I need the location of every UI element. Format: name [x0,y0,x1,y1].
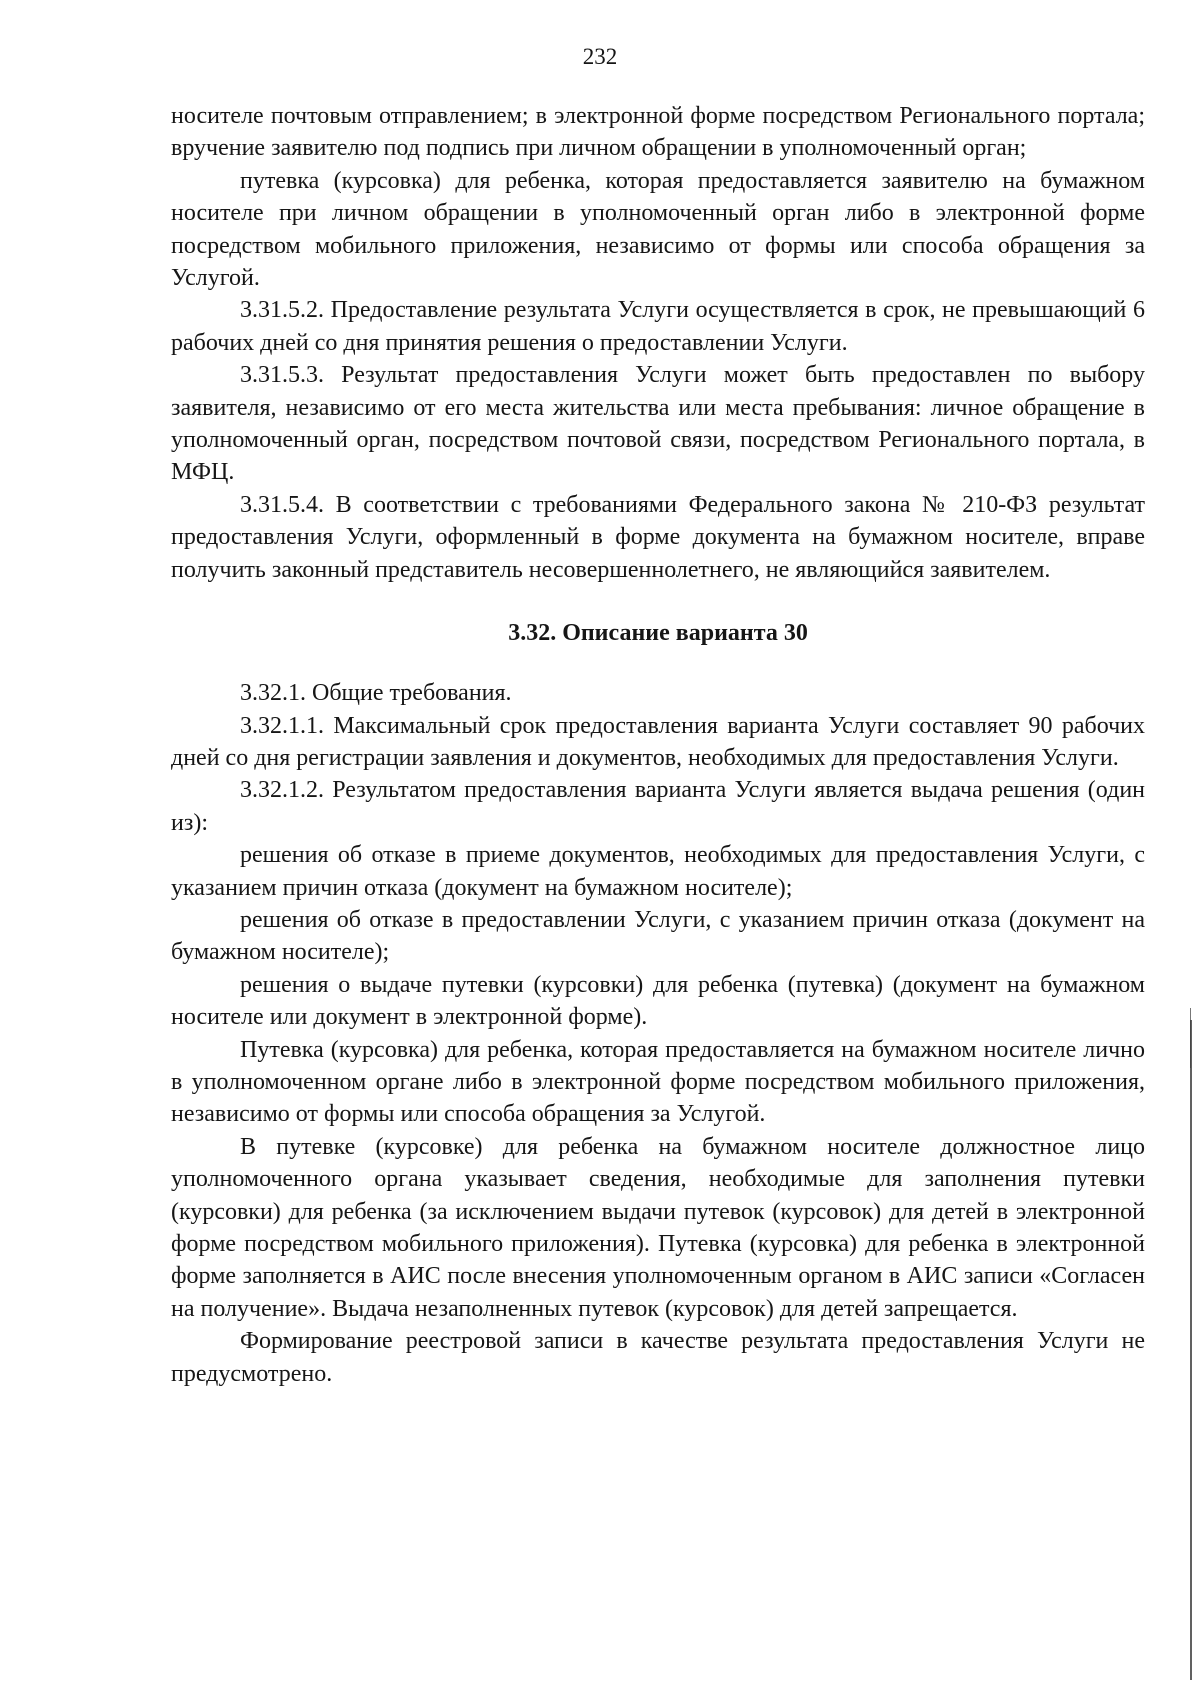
paragraph-voucher-result: путевка (курсовка) для ребенка, которая предоставляется заявителю на бумажном носителе при личном обращении в уполномоченный орган либо в электронной форме посредством мобильного приложения, независимо от формы или способа обращения за Услугой. [171,167,1145,292]
paragraph-3-31-5-2: 3.31.5.2. Предоставление результата Услуги осуществляется в срок, не превышающий 6 рабочих дней со дня принятия решения о предоставлении Услуги. [171,297,1145,356]
document-body [171,100,1145,1390]
paragraph-3-31-5-3: 3.31.5.3. Результат предоставления Услуги может быть предоставлен по выбору заявителя, независимо от его места жительства или места пребывания: личное обращение в уполномоченный орган, посредством почтовой связи, посредством Регионального портала, в МФЦ. [171,362,1145,486]
paragraph-registry-record: Формирование реестровой записи в качестве результата предоставления Услуги не предусмотрено. [171,1328,1145,1387]
paragraph-3-32-1: 3.32.1. Общие требования. [240,680,512,707]
scan-edge-mark [1190,1020,1192,1680]
paragraph-3-32-1-1: 3.32.1.1. Максимальный срок предоставления варианта Услуги составляет 90 рабочих дней со дня регистрации заявления и документов, необходимых для предоставления Услуги. [171,712,1145,771]
list-item-refusal-service: решения об отказе в предоставлении Услуги, с указанием причин отказа (документ на бумажном носителе); [171,906,1145,966]
page-number: 232 [582,44,618,69]
paragraph-continuation: носителе почтовым отправлением; в электронной форме посредством Регионального портала; вручение заявителю под подпись при личном обращении в уполномоченный орган; [171,103,1145,162]
list-item-voucher-issue: решения о выдаче путевки (курсовки) для ребенка (путевка) (документ на бумажном носителе или документ в электронной форме). [171,971,1145,1031]
paragraph-3-31-5-4: 3.31.5.4. В соответствии с требованиями Федерального закона № 210-ФЗ результат предоставления Услуги, оформленный в форме документа на бумажном носителе, вправе получить законный представитель несовершеннолетнего, не являющийся заявителем. [171,491,1145,583]
paragraph-voucher-paper: Путевка (курсовка) для ребенка, которая предоставляется на бумажном носителе лично в уполномоченном органе либо в электронной форме посредством мобильного приложения, независимо от формы или способа обращения за Услугой. [171,1036,1145,1128]
list-item-refusal-documents: решения об отказе в приеме документов, необходимых для предоставления Услуги, с указанием причин отказа (документ на бумажном носителе); [171,842,1145,901]
paragraph-3-32-1-2: 3.32.1.2. Результатом предоставления варианта Услуги является выдача решения (один из): [171,777,1145,836]
section-heading: 3.32. Описание варианта 30 [508,620,808,647]
paragraph-voucher-filling: В путевке (курсовке) для ребенка на бумажном носителе должностное лицо уполномоченного органа указывает сведения, необходимые для заполнения путевки (курсовки) для ребенка (за исключением выдачи путевок (курсовок) для детей в электронной форме посредством мобильного приложения). Путевка (курсовка) для ребенка в электронной форме заполняется в АИС после внесения уполномоченным органом в АИС записи «Согласен на получение». Выдача незаполненных путевок (курсовок) для детей запрещается. [171,1133,1145,1322]
